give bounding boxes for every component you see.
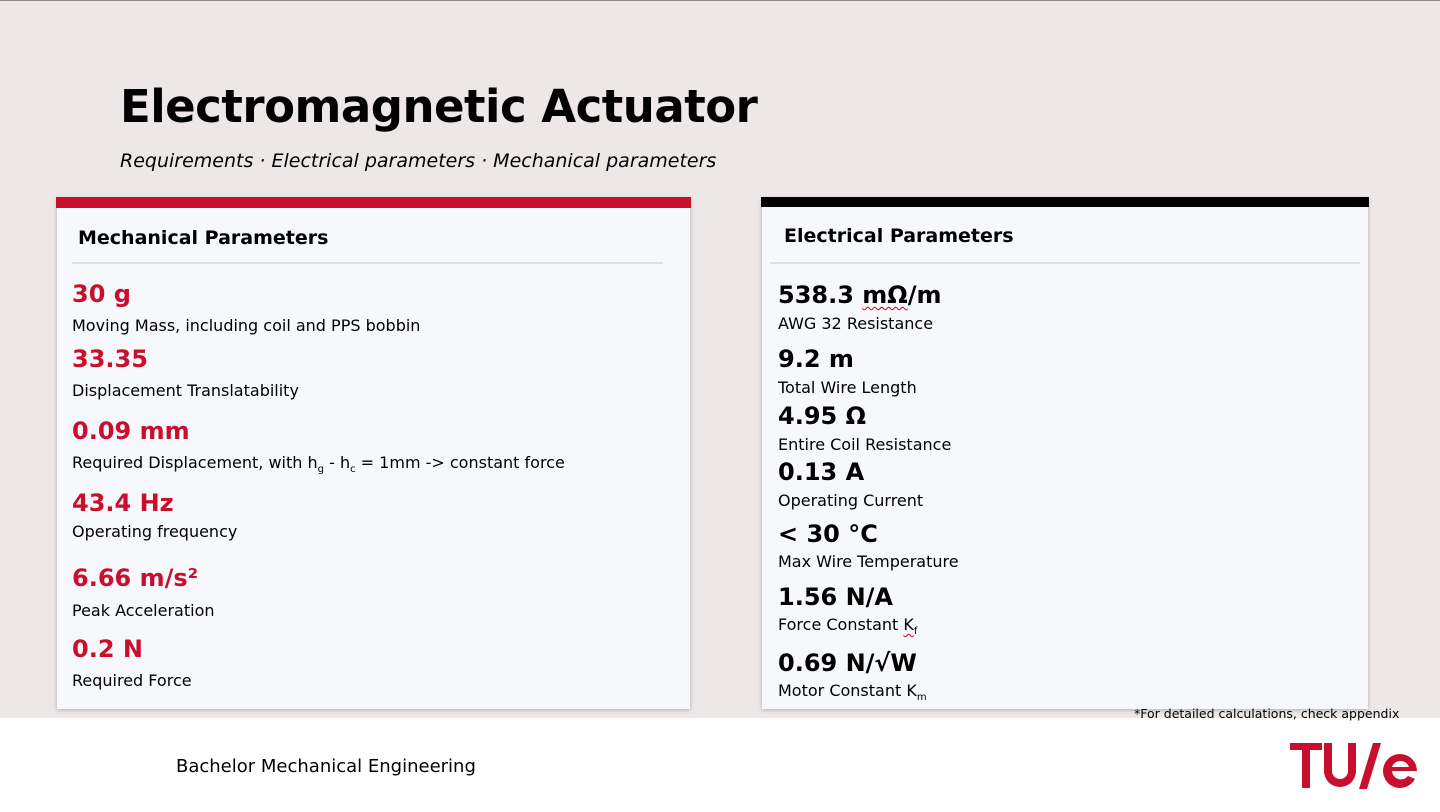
displacement-label: Required Displacement, with $h_g - h_c = 1mm$ -> constant force <box>72 453 565 475</box>
moving-mass-label: Moving Mass, including coil and PPS bobbin <box>72 316 421 335</box>
awg-resistance-label: AWG 32 Resistance <box>778 314 934 333</box>
force-constant-label: Force Constant $K_f$ <box>778 615 918 637</box>
displacement-value: 0.09 mm <box>72 417 190 445</box>
program-name: Bachelor Mechanical Engineering <box>176 756 476 777</box>
motor-constant-value: 0.69 N/√W <box>778 649 917 677</box>
awg-resistance-value: 538.3 mΩ/m <box>778 281 942 309</box>
tue-logo-icon <box>1290 740 1418 792</box>
mechanical-divider <box>72 262 663 264</box>
slide-title: Electromagnetic Actuator <box>120 80 758 133</box>
moving-mass-value: 30 g <box>72 280 131 308</box>
force-label: Required Force <box>72 671 192 690</box>
electrical-accent-bar <box>761 197 1369 207</box>
acceleration-label: Peak Acceleration <box>72 601 215 620</box>
wire-temperature-value: < 30 °C <box>778 520 878 548</box>
top-divider <box>0 0 1440 1</box>
frequency-value: 43.4 Hz <box>72 489 174 517</box>
translatability-label: Displacement Translatability <box>72 381 299 400</box>
coil-resistance-value: 4.95 Ω <box>778 402 866 430</box>
electrical-heading: Electrical Parameters <box>784 225 1014 247</box>
wire-length-value: 9.2 m <box>778 345 854 373</box>
wire-length-label: Total Wire Length <box>778 378 917 397</box>
wire-temperature-label: Max Wire Temperature <box>778 552 959 571</box>
operating-current-label: Operating Current <box>778 491 924 510</box>
force-constant-value: 1.56 N/A <box>778 583 893 611</box>
translatability-value: 33.35 <box>72 345 148 373</box>
motor-constant-label: Motor Constant $K_m$ <box>778 681 927 703</box>
electrical-divider <box>770 262 1360 264</box>
force-value: 0.2 N <box>72 635 143 663</box>
mechanical-heading: Mechanical Parameters <box>78 227 329 249</box>
footnote: *For detailed calculations, check appendix <box>1134 706 1400 721</box>
mechanical-accent-bar <box>56 197 691 208</box>
coil-resistance-label: Entire Coil Resistance <box>778 435 952 454</box>
slide-subtitle: Requirements · Electrical parameters · Mechanical parameters <box>120 150 717 172</box>
acceleration-value: 6.66 m/s² <box>72 564 199 592</box>
operating-current-value: 0.13 A <box>778 458 865 486</box>
frequency-label: Operating frequency <box>72 522 238 541</box>
